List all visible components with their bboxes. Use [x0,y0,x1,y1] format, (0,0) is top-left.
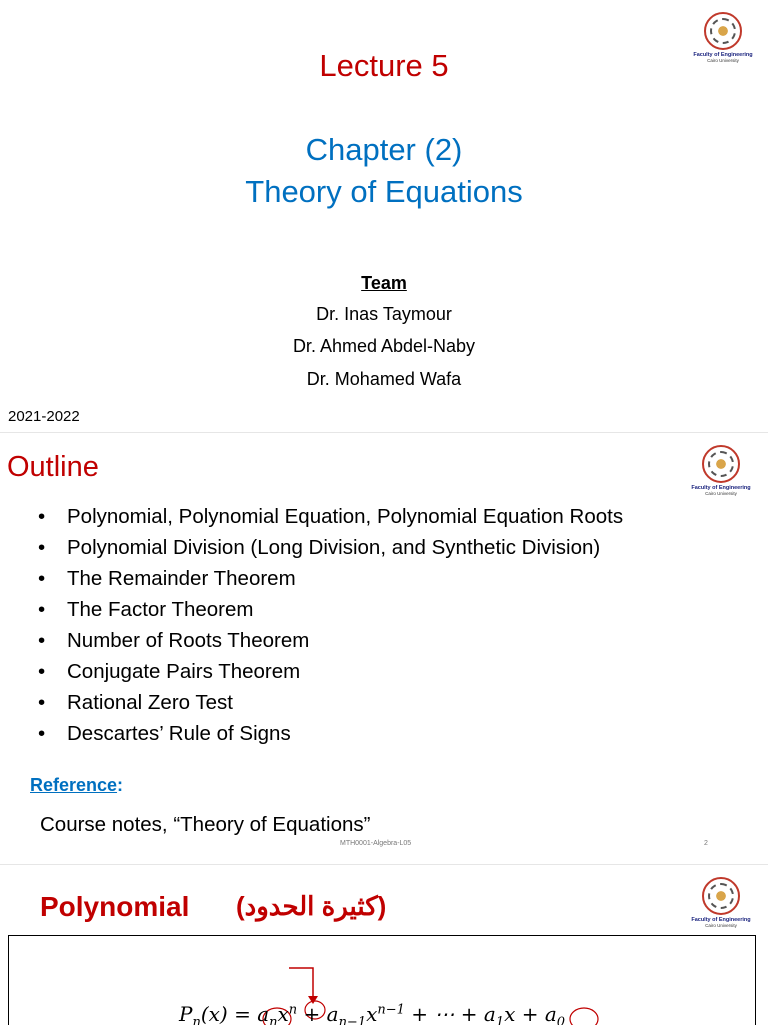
logo-line1: Faculty of Engineering [693,52,753,58]
lecture-title: Lecture 5 [319,48,449,83]
logo-line1: Faculty of Engineering [691,485,751,491]
polynomial-slide [0,864,768,1025]
team-member: Dr. Inas Taymour [316,304,452,324]
reference-label-text: Reference [30,775,118,795]
faculty-logo [686,445,756,496]
outline-item: • The Factor Theorem [38,596,623,627]
outline-item: • Number of Roots Theorem [38,627,623,658]
logo-line1: Faculty of Engineering [691,917,751,923]
outline-item: • Conjugate Pairs Theorem [38,658,623,689]
faculty-logo [686,877,756,928]
logo-line2: Cairo University [705,491,737,496]
reference-colon: : [117,775,124,795]
university-seal-icon [702,877,740,915]
outline-list [38,503,623,751]
logo-line2: Cairo University [707,58,739,63]
outline-item: • The Remainder Theorem [38,565,623,596]
page-number: 2 [704,840,708,847]
outline-item: • Polynomial Division (Long Division, and Synthetic Division) [38,534,623,565]
polynomial-formula: $P_n(x) = a_nx^n + a_{n-1}x^{n-1}$ + ⋯ + $a_1x + a_0$ [179,1002,566,1025]
university-seal-icon [704,12,742,50]
reference-label [30,775,123,796]
title-slide [0,0,768,432]
outline-title: Outline [7,451,99,483]
outline-item: • Rational Zero Test [38,689,623,720]
polynomial-title: Polynomial [40,891,190,922]
team-heading: Team [361,273,407,293]
team-member: Dr. Mohamed Wafa [306,369,462,389]
outline-slide [0,432,768,865]
academic-year: 2021-2022 [8,408,80,425]
constant-term-circle [570,1008,598,1025]
outline-item: • Descartes’ Rule of Signs [38,720,623,751]
formula-box [8,935,756,1025]
outline-item: • Polynomial, Polynomial Equation, Polynomial Equation Roots [38,503,623,534]
team-member: Dr. Ahmed Abdel-Naby [292,336,476,356]
logo-line2: Cairo University [705,923,737,928]
university-seal-icon [702,445,740,483]
slide-footer: MTH0001-Algebra-L05 [340,840,412,847]
reference-text: Course notes, “Theory of Equations” [40,813,371,836]
arabic-title: (كثيرة الحدود) [236,891,387,921]
chapter-label: Chapter (2) [305,132,463,167]
chapter-title: Theory of Equations [245,174,523,209]
